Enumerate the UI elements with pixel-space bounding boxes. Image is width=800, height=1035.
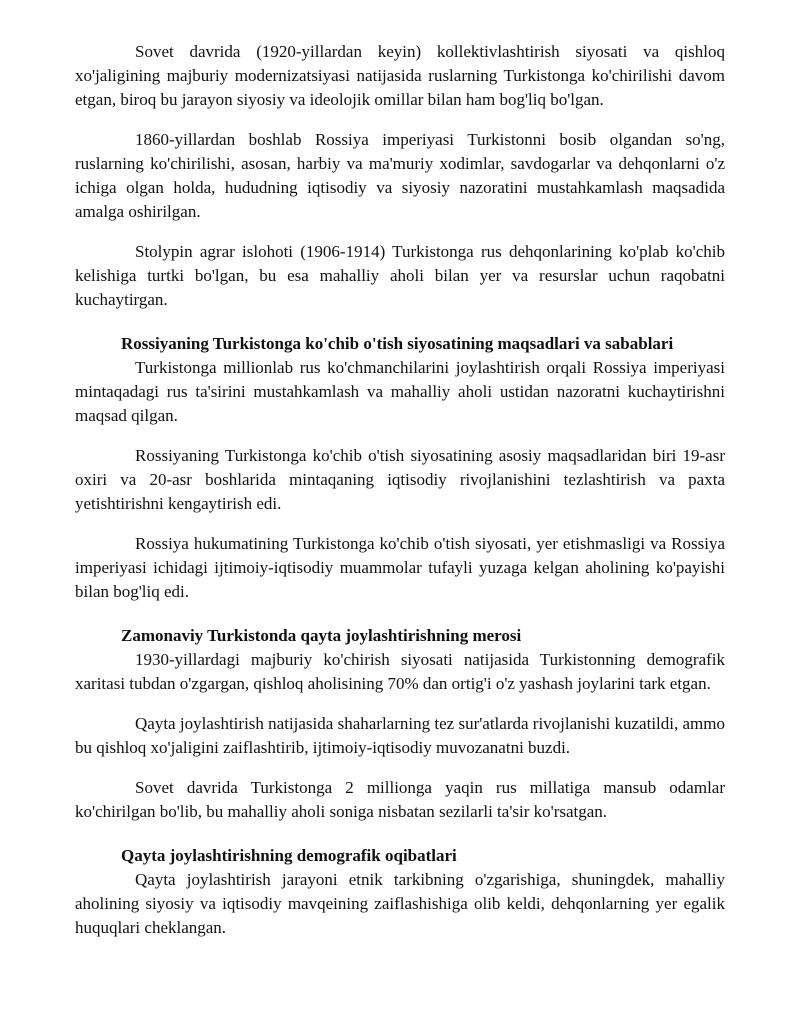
paragraph: Qayta joylashtirish natijasida shaharlarning tez sur'atlarda rivojlanishi kuzatildi, ammo bu qishloq xo'jaligini zaiflashtirib, ijtimoiy-iqtisodiy muvozanatni buzdi.	[75, 714, 725, 757]
paragraph: Rossiyaning Turkistonga ko'chib o'tish siyosatining asosiy maqsadlaridan biri 19-asr oxiri va 20-asr boshlarida mintaqaning iqtisodiy rivojlanishini tezlashtirish va paxta yetishtirishni kengaytirish edi.	[75, 446, 725, 513]
paragraph: Rossiya hukumatining Turkistonga ko'chib o'tish siyosati, yer etishmasligi va Rossiya imperiyasi ichidagi ijtimoiy-iqtisodiy muammolar tufayli yuzaga kelgan aholining ko'payishi bilan bog'liq edi.	[75, 534, 725, 601]
paragraph: Turkistonga millionlab rus ko'chmanchilarini joylashtirish orqali Rossiya imperiyasi mintaqadagi rus ta'sirini mustahkamlash va mahalliy aholi ustidan nazoratni kuchaytirishni maqsad qilgan.	[75, 358, 725, 425]
paragraph: Qayta joylashtirish jarayoni etnik tarkibning o'zgarishiga, shuningdek, mahalliy aholining siyosiy va iqtisodiy mavqeining zaiflashishiga olib keldi, dehqonlarning yer egalik huquqlari cheklangan.	[75, 870, 725, 937]
section-heading: Zamonaviy Turkistonda qayta joylashtirishning merosi	[121, 626, 522, 645]
document-page	[75, 40, 725, 940]
paragraph: Stolypin agrar islohoti (1906-1914) Turkistonga rus dehqonlarining ko'plab ko'chib kelishiga turtki bo'lgan, bu esa mahalliy aholi bilan yer va resurslar uchun raqobatni kuchaytirgan.	[75, 242, 725, 309]
paragraph: 1930-yillardagi majburiy ko'chirish siyosati natijasida Turkistonning demografik xaritasi tubdan o'zgargan, qishloq aholisining 70% dan ortig'i o'z yashash joylarini tark etgan.	[75, 650, 725, 693]
section-heading: Rossiyaning Turkistonga ko'chib o'tish siyosatining maqsadlari va sabablari	[121, 334, 674, 353]
paragraph: 1860-yillardan boshlab Rossiya imperiyasi Turkistonni bosib olgandan so'ng, ruslarning ko'chirilishi, asosan, harbiy va ma'muriy xodimlar, savdogarlar va dehqonlarni o'z ichiga olgan holda, hududning iqtisodiy va siyosiy nazoratini mustahkamlash maqsadida amalga oshirilgan.	[75, 130, 725, 221]
section-heading: Qayta joylashtirishning demografik oqibatlari	[121, 846, 457, 865]
paragraph: Sovet davrida (1920-yillardan keyin) kollektivlashtirish siyosati va qishloq xo'jaligining majburiy modernizatsiyasi natijasida ruslarning Turkistonga ko'chirilishi davom etgan, biroq bu jarayon siyosiy va ideolojik omillar bilan ham bog'liq bo'lgan.	[75, 42, 725, 109]
paragraph: Sovet davrida Turkistonga 2 millionga yaqin rus millatiga mansub odamlar ko'chirilgan bo'lib, bu mahalliy aholi soniga nisbatan sezilarli ta'sir ko'rsatgan.	[75, 778, 725, 821]
